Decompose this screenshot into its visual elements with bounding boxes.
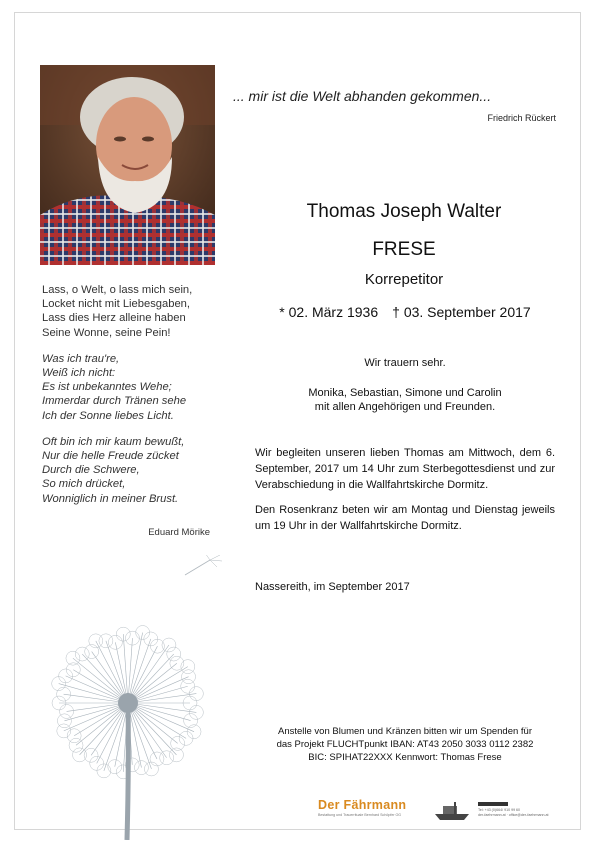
death-date: † 03. September 2017: [392, 304, 531, 320]
service-details: [255, 446, 555, 545]
poem-line: Ich der Sonne liebes Licht.: [42, 409, 174, 422]
service-paragraph: Wir begleiten unseren lieben Thomas am Mittwoch, dem 6. September, 2017 um 14 Uhr zum Sterbegottesdienst und zur Verabschiedung in die Wallfahrtskirche Dormitz.: [255, 447, 555, 491]
poem-line: Weiß ich nicht:: [42, 367, 116, 380]
brand-name: Der Fährmann: [318, 798, 407, 812]
poem-line: Immerdar durch Tränen sehe: [42, 395, 187, 408]
poem-line: Wonniglich in meiner Brust.: [42, 492, 179, 505]
brand-subline: Bestattung und Trauerrituale Bernhard Schöpfer OG: [318, 813, 402, 817]
poem-line: So mich drücket,: [42, 478, 126, 491]
dandelion-illustration: [25, 555, 235, 840]
poem-line: Was ich trau're,: [42, 352, 120, 365]
birth-date: * 02. März 1936: [279, 304, 379, 320]
mourning-statement: Wir trauern sehr.: [364, 357, 446, 369]
family-line: mit allen Angehörigen und Freunden.: [314, 401, 496, 413]
contact-phone: Tel: +43 (0)664/ 910 99 60: [478, 808, 521, 812]
deceased-surname: FRESE: [372, 239, 436, 260]
poem-line: Durch die Schwere,: [42, 464, 140, 477]
poem-line: Locket nicht mit Liebesgaben,: [42, 298, 191, 311]
boat-icon: [433, 801, 471, 821]
deceased-profession: Korrepetitor: [364, 271, 444, 288]
deceased-name-line1: Thomas Joseph Walter: [306, 201, 502, 222]
contact-info: [478, 800, 560, 818]
family-names: [255, 386, 555, 414]
portrait-photo: [40, 65, 215, 265]
poem: [42, 283, 222, 518]
poem-line: Lass, o Welt, o lass mich sein,: [42, 284, 193, 296]
donation-line: BIC: SPIHAT22XXX Kennwort: Thomas Frese: [308, 752, 502, 763]
donation-line: das Projekt FLUCHTpunkt IBAN: AT43 2050 3033 0112 2382: [276, 739, 534, 750]
quote-author: Friedrich Rückert: [487, 113, 556, 123]
place-date: Nassereith, im September 2017: [255, 581, 410, 593]
poem-stanza-3: [42, 435, 222, 506]
contact-web: der-faehrmann.at · office@der-faehrmann.at: [478, 813, 549, 817]
poem-line: Es ist unbekanntes Wehe;: [42, 381, 172, 394]
contact-bar: [478, 802, 508, 806]
poem-line: Oft bin ich mir kaum bewußt,: [42, 435, 185, 448]
poem-line: Nur die helle Freude zücket: [42, 450, 179, 463]
donation-line: Anstelle von Blumen und Kränzen bitten wir um Spenden für: [277, 726, 532, 737]
poem-stanza-1: [42, 283, 222, 340]
rosary-paragraph: Den Rosenkranz beten wir am Montag und Dienstag jeweils um 19 Uhr in der Wallfahrtskirche Dormitz.: [255, 504, 555, 533]
life-dates: [255, 304, 555, 320]
poem-line: Lass dies Herz alleine haben: [42, 312, 186, 325]
poem-author: Eduard Mörike: [148, 527, 210, 538]
funeral-home-logo: [318, 798, 428, 817]
poem-line: Seine Wonne, seine Pein!: [42, 326, 171, 339]
donation-notice: [255, 725, 555, 764]
quote-text: ... mir ist die Welt abhanden gekommen...: [233, 88, 492, 104]
family-line: Monika, Sebastian, Simone und Carolin: [308, 387, 502, 399]
poem-stanza-2: [42, 352, 222, 423]
